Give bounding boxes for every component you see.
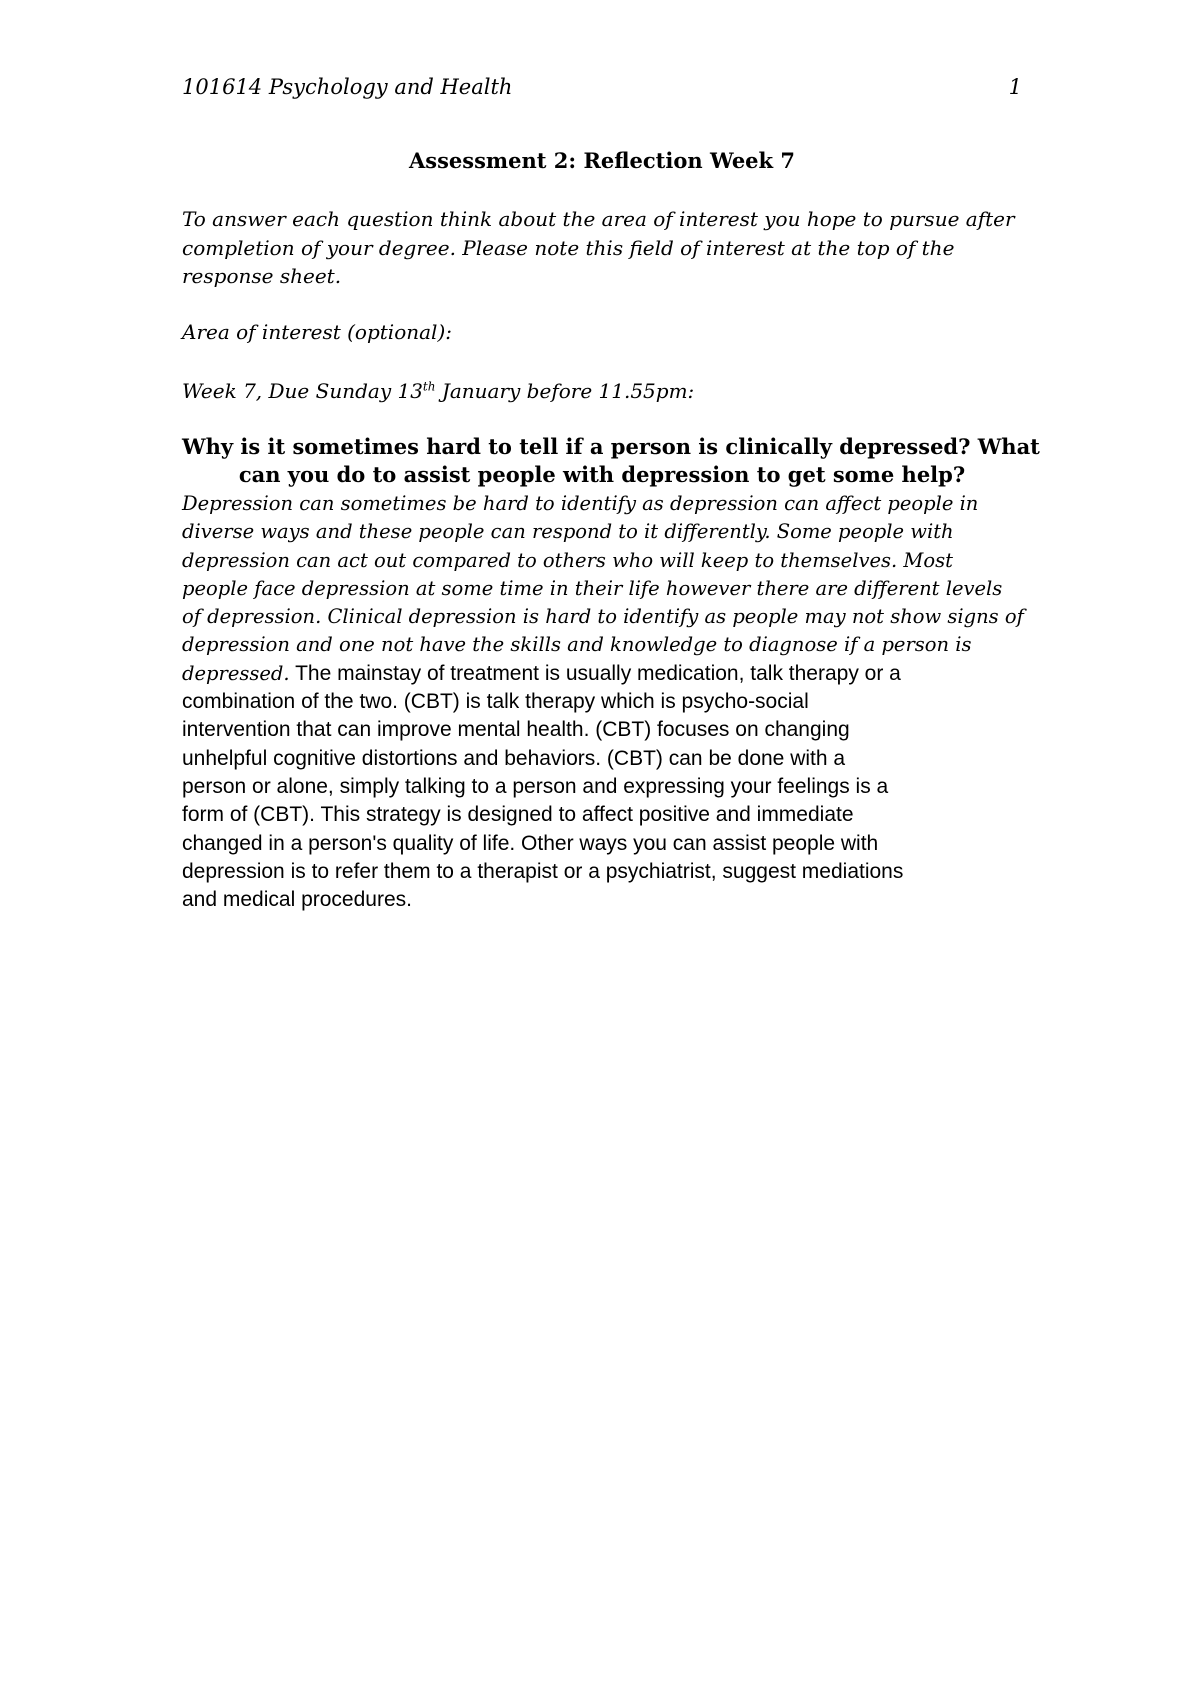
answer-italic-fragment: depressed. [182, 661, 290, 685]
answer-line: person or alone, simply talking to a person and expressing your feelings is a [182, 774, 889, 798]
answer-line: depression and one not have the skills and knowledge to diagnose if a person is [182, 633, 972, 657]
answer-paragraph [182, 490, 1042, 914]
question-line: can you do to assist people with depression to get some help? [238, 462, 966, 487]
due-date-superscript: th [422, 379, 436, 394]
answer-line: and medical procedures. [182, 888, 412, 912]
answer-line: Depression can sometimes be hard to identify as depression can affect people in [182, 492, 979, 515]
instructions-line: response sheet. [182, 264, 342, 288]
due-date-suffix: January before 11.55pm: [435, 379, 695, 403]
answer-line: of depression. Clinical depression is hard to identify as people may not show signs of [182, 605, 1024, 629]
answer-line: depression is to refer them to a therapist or a psychiatrist, suggest mediations [182, 859, 904, 883]
document-title: Assessment 2: Reflection Week 7 [408, 148, 796, 173]
answer-mixed-line [182, 660, 1042, 688]
area-of-interest-label: Area of interest (optional): [182, 320, 452, 344]
answer-line: form of (CBT). This strategy is designed to affect positive and immediate [182, 803, 854, 827]
question-line: Why is it sometimes hard to tell if a person is clinically depressed? What [182, 434, 1040, 459]
instructions-paragraph [182, 205, 1042, 291]
answer-line: diverse ways and these people can respond to it differently. Some people with [182, 520, 954, 544]
answer-line: intervention that can improve mental health. (CBT) focuses on changing [182, 718, 850, 742]
header-page-number: 1 [1008, 75, 1022, 99]
instructions-line: completion of your degree. Please note this field of interest at the top of the [182, 235, 955, 260]
header-course-title: 101614 Psychology and Health [182, 75, 513, 99]
answer-line: depression can act out compared to others who will keep to themselves. Most [182, 548, 953, 572]
answer-line: changed in a person's quality of life. Other ways you can assist people with [182, 831, 879, 855]
instructions-line: To answer each question think about the area of interest you hope to pursue after [182, 207, 1015, 231]
due-date-prefix: Week 7, Due Sunday 13 [182, 379, 423, 403]
answer-regular-fragment: The mainstay of treatment is usually medication, talk therapy or a [289, 661, 901, 685]
answer-line: unhelpful cognitive distortions and behaviors. (CBT) can be done with a [182, 746, 846, 770]
question-heading [182, 433, 1040, 489]
due-date-line [182, 377, 694, 405]
answer-line: people face depression at some time in their life however there are different levels [182, 576, 1003, 600]
answer-line: combination of the two. (CBT) is talk therapy which is psycho-social [182, 690, 809, 714]
